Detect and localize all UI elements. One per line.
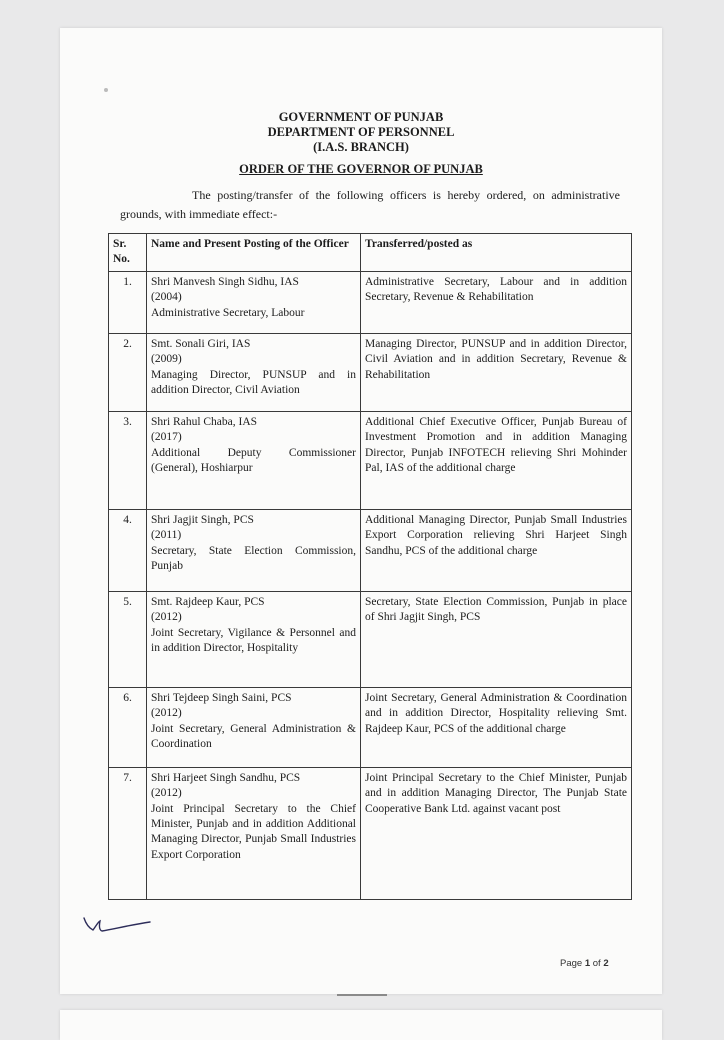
officer-batch: (2004)	[151, 291, 182, 304]
officer-batch: (2011)	[151, 529, 182, 542]
scan-speck	[104, 88, 108, 92]
sr-no: 1.	[109, 271, 147, 333]
officer-present-posting: Joint Secretary, Vigilance & Personnel and in addition Director, Hospitality	[151, 626, 356, 655]
officer-batch: (2012)	[151, 787, 182, 800]
officer-name: Shri Manvesh Singh Sidhu, IAS	[151, 275, 299, 288]
sr-no: 3.	[109, 411, 147, 509]
officer-name: Shri Jagjit Singh, PCS	[151, 513, 254, 526]
table-header-row	[109, 234, 632, 272]
letterhead-line-government: GOVERNMENT OF PUNJAB	[278, 110, 444, 124]
letterhead-line-department: DEPARTMENT OF PERSONNEL	[267, 125, 455, 139]
page-divider	[337, 994, 387, 996]
page-current: 1	[584, 958, 591, 969]
new-posting: Joint Secretary, General Administration & Coordination and in addition Director, Hospitality relieving Smt. Rajdeep Kaur, PCS of the additional charge	[361, 687, 632, 767]
new-posting: Additional Managing Director, Punjab Small Industries Export Corporation relieving Shri Harjeet Singh Sandhu, PCS of the additional charge	[361, 509, 632, 591]
officer-present-posting: Managing Director, PUNSUP and in addition Director, Civil Aviation	[151, 368, 356, 397]
intro-paragraph: The posting/transfer of the following officers is hereby ordered, on administrative grounds, with immediate effect:-	[120, 188, 620, 221]
officer-batch: (2012)	[151, 611, 182, 624]
initials-signature-icon	[80, 908, 160, 944]
new-posting: Additional Chief Executive Officer, Punjab Bureau of Investment Promotion and in addition Managing Director, Punjab INFOTECH relieving Shri Mohinder Pal, IAS of the additional charge	[361, 411, 632, 509]
table-row	[109, 687, 632, 767]
table-row	[109, 509, 632, 591]
page-of: of	[592, 958, 601, 969]
sr-no: 2.	[109, 333, 147, 411]
officer-present-posting: Additional Deputy Commissioner (General), Hoshiarpur	[151, 446, 356, 475]
letterhead	[60, 110, 662, 155]
page-number	[560, 958, 609, 969]
new-posting: Joint Principal Secretary to the Chief Minister, Punjab and in addition Managing Director, The Punjab State Cooperative Bank Ltd. against vacant post	[361, 767, 632, 899]
table-row	[109, 591, 632, 687]
officer-cell	[147, 591, 361, 687]
officer-batch: (2017)	[151, 431, 182, 444]
officer-name: Shri Rahul Chaba, IAS	[151, 415, 258, 428]
officer-cell	[147, 767, 361, 899]
document-page	[60, 28, 662, 994]
officer-name: Smt. Sonali Giri, IAS	[151, 337, 251, 350]
sr-no: 6.	[109, 687, 147, 767]
page-label: Page	[560, 958, 583, 969]
sr-no: 7.	[109, 767, 147, 899]
officer-name: Shri Harjeet Singh Sandhu, PCS	[151, 771, 301, 784]
header-name-posting: Name and Present Posting of the Officer	[147, 234, 361, 272]
letterhead-line-branch: (I.A.S. BRANCH)	[313, 140, 409, 154]
table-row	[109, 767, 632, 899]
page-total: 2	[603, 958, 609, 969]
next-page-edge	[60, 1010, 662, 1040]
officer-present-posting: Secretary, State Election Commission, Punjab	[151, 544, 356, 573]
order-title: ORDER OF THE GOVERNOR OF PUNJAB	[239, 162, 483, 176]
table-row	[109, 271, 632, 333]
officer-batch: (2009)	[151, 353, 182, 366]
officer-cell	[147, 687, 361, 767]
table-row	[109, 411, 632, 509]
officer-name: Shri Tejdeep Singh Saini, PCS	[151, 691, 292, 704]
table-row	[109, 333, 632, 411]
officer-cell	[147, 271, 361, 333]
officer-cell	[147, 509, 361, 591]
sr-no: 4.	[109, 509, 147, 591]
officer-cell	[147, 333, 361, 411]
header-sr-no: Sr. No.	[109, 234, 147, 272]
new-posting: Managing Director, PUNSUP and in addition Director, Civil Aviation and in addition Secretary, Revenue & Rehabilitation	[361, 333, 632, 411]
sr-no: 5.	[109, 591, 147, 687]
officer-present-posting: Joint Principal Secretary to the Chief Minister, Punjab and in addition Additional Managing Director, Punjab Small Industries Export Corporation	[151, 802, 356, 861]
officer-present-posting: Joint Secretary, General Administration & Coordination	[151, 722, 356, 751]
header-transferred: Transferred/posted as	[361, 234, 632, 272]
officer-name: Smt. Rajdeep Kaur, PCS	[151, 595, 265, 608]
officer-present-posting: Administrative Secretary, Labour	[151, 306, 305, 319]
transfer-table	[108, 233, 632, 900]
new-posting: Secretary, State Election Commission, Punjab in place of Shri Jagjit Singh, PCS	[361, 591, 632, 687]
new-posting: Administrative Secretary, Labour and in addition Secretary, Revenue & Rehabilitation	[361, 271, 632, 333]
officer-batch: (2012)	[151, 707, 182, 720]
officer-cell	[147, 411, 361, 509]
